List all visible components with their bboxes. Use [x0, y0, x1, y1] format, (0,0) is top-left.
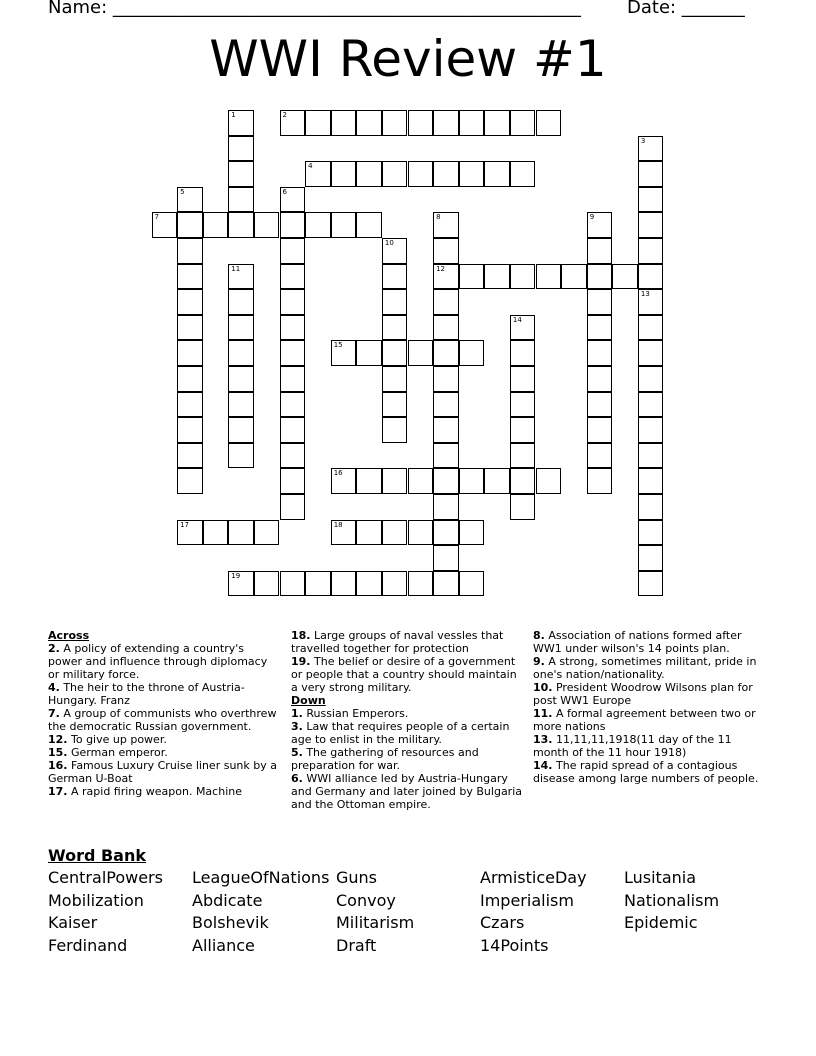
clue-item: [533, 629, 765, 655]
grid-cell[interactable]: [382, 110, 408, 136]
clue-number: 16: [333, 469, 343, 478]
word-bank-word: ArmisticeDay: [480, 868, 587, 887]
grid-cell[interactable]: [356, 520, 382, 546]
grid-cell[interactable]: [382, 161, 408, 187]
clue-text: The rapid spread of a contagious disease among large numbers of people.: [533, 759, 759, 785]
word-bank-word: CentralPowers: [48, 868, 163, 887]
clue-number: 19.: [291, 655, 311, 668]
grid-cell[interactable]: [331, 212, 357, 238]
grid-cell[interactable]: [280, 443, 306, 469]
grid-cell[interactable]: [587, 289, 613, 315]
grid-cell[interactable]: [382, 366, 408, 392]
word-bank-word: 14Points: [480, 936, 549, 955]
clue-number: 13.: [533, 733, 553, 746]
grid-cell[interactable]: [408, 520, 434, 546]
grid-cell[interactable]: [356, 161, 382, 187]
grid-cell[interactable]: [408, 571, 434, 597]
grid-cell[interactable]: [356, 571, 382, 597]
grid-cell[interactable]: [228, 110, 254, 136]
clue-number: 13: [640, 290, 650, 299]
word-bank-word: Kaiser: [48, 913, 98, 932]
clue-number: 17: [180, 520, 190, 529]
grid-cell[interactable]: [177, 187, 203, 213]
clue-text: Famous Luxury Cruise liner sunk by a German U-Boat: [48, 759, 277, 785]
grid-cell[interactable]: [228, 443, 254, 469]
grid-cell[interactable]: [459, 110, 485, 136]
word-bank-word: Epidemic: [624, 913, 698, 932]
grid-cell[interactable]: [408, 110, 434, 136]
word-bank-word: Lusitania: [624, 868, 697, 887]
word-bank-word: Militarism: [336, 913, 415, 932]
grid-cell[interactable]: [382, 340, 408, 366]
clue-number: 8: [436, 213, 441, 222]
clue-number: 3.: [291, 720, 303, 733]
grid-cell[interactable]: [459, 161, 485, 187]
grid-cell[interactable]: [382, 264, 408, 290]
grid-cell[interactable]: [433, 289, 459, 315]
grid-cell[interactable]: [228, 520, 254, 546]
grid-cell[interactable]: [177, 417, 203, 443]
clue-number: 12: [436, 264, 446, 273]
clue-item: [48, 733, 280, 746]
clue-text: 11,11,11,1918(11 day of the 11 month of the 11 hour 1918): [533, 733, 732, 759]
clue-number: 9: [589, 213, 595, 222]
clue-number: 14.: [533, 759, 553, 772]
grid-cell[interactable]: [177, 366, 203, 392]
grid-cell[interactable]: [228, 289, 254, 315]
word-bank-word: Imperialism: [480, 891, 574, 910]
clue-item: [48, 746, 280, 759]
grid-cell[interactable]: [484, 264, 510, 290]
grid-cell[interactable]: [433, 443, 459, 469]
grid-cell[interactable]: [254, 571, 280, 597]
grid-cell[interactable]: [587, 468, 613, 494]
grid-cell[interactable]: [587, 315, 613, 341]
grid-cell[interactable]: [228, 366, 254, 392]
clue-text: The heir to the throne of Austria-Hungary. Franz: [48, 681, 245, 707]
clue-text: Law that requires people of a certain age to enlist in the military.: [291, 720, 510, 746]
clue-item: [533, 733, 765, 759]
grid-cell[interactable]: [587, 417, 613, 443]
grid-cell[interactable]: [433, 212, 459, 238]
grid-cell[interactable]: [459, 468, 485, 494]
grid-cell[interactable]: [510, 264, 536, 290]
clue-number: 15: [333, 341, 343, 350]
grid-cell[interactable]: [638, 289, 664, 315]
clue-text: The belief or desire of a government or people that a country should maintain a very strong military.: [291, 655, 517, 694]
clue-heading: Across: [48, 629, 90, 642]
grid-cell[interactable]: [280, 392, 306, 418]
clue-number: 10: [384, 239, 394, 247]
grid-cell[interactable]: [356, 340, 382, 366]
clue-number: 3: [640, 136, 646, 145]
grid-cell[interactable]: [587, 212, 613, 238]
grid-cell[interactable]: [331, 110, 357, 136]
grid-cell[interactable]: [587, 238, 613, 264]
clue-item: [291, 746, 523, 772]
grid-cell[interactable]: [638, 443, 664, 469]
grid-cell[interactable]: [510, 468, 536, 494]
clue-number: 1.: [291, 707, 303, 720]
grid-cell[interactable]: [638, 264, 664, 290]
grid-cell[interactable]: [382, 392, 408, 418]
clues-column-3: [533, 629, 765, 785]
grid-cell[interactable]: [356, 212, 382, 238]
grid-cell[interactable]: [280, 366, 306, 392]
clue-text: A policy of extending a country's power and influence through diplomacy or military force.: [48, 642, 268, 681]
clue-item: [291, 707, 523, 720]
grid-cell[interactable]: [280, 417, 306, 443]
grid-cell[interactable]: [382, 417, 408, 443]
clue-text: A formal agreement between two or more nations: [533, 707, 756, 733]
word-bank-word: Convoy: [336, 891, 396, 910]
grid-cell[interactable]: [587, 340, 613, 366]
clue-item: [291, 772, 523, 811]
grid-cell[interactable]: [638, 571, 664, 597]
grid-cell[interactable]: [638, 366, 664, 392]
grid-cell[interactable]: [305, 161, 331, 187]
grid-cell[interactable]: [638, 520, 664, 546]
clue-number: 19: [231, 571, 241, 580]
grid-cell[interactable]: [280, 571, 306, 597]
clue-number: 5: [180, 187, 185, 196]
grid-cell[interactable]: [433, 366, 459, 392]
grid-cell[interactable]: [408, 161, 434, 187]
grid-cell[interactable]: [228, 161, 254, 187]
word-bank-word: Mobilization: [48, 891, 144, 910]
grid-cell[interactable]: [331, 161, 357, 187]
clue-number: 11: [231, 264, 241, 273]
grid-cell[interactable]: [331, 520, 357, 546]
grid-cell[interactable]: [305, 212, 331, 238]
clue-item: [48, 759, 280, 785]
clue-number: 16.: [48, 759, 68, 772]
grid-cell[interactable]: [459, 520, 485, 546]
clue-text: WWI alliance led by Austria-Hungary and Germany and later joined by Bulgaria and the Ottoman empire.: [291, 772, 522, 811]
grid-cell[interactable]: [459, 264, 485, 290]
clue-text: A group of communists who overthrew the democratic Russian government.: [48, 707, 277, 733]
word-bank-title: Word Bank: [48, 846, 147, 865]
grid-cell[interactable]: [459, 571, 485, 597]
grid-cell[interactable]: [280, 494, 306, 520]
word-bank-word: Ferdinand: [48, 936, 128, 955]
grid-cell[interactable]: [228, 212, 254, 238]
grid-cell[interactable]: [587, 443, 613, 469]
grid-cell[interactable]: [638, 340, 664, 366]
grid-cell[interactable]: [638, 187, 664, 213]
grid-cell[interactable]: [433, 238, 459, 264]
grid-cell[interactable]: [228, 187, 254, 213]
grid-cell[interactable]: [587, 366, 613, 392]
grid-cell[interactable]: [203, 212, 229, 238]
grid-cell[interactable]: [356, 468, 382, 494]
clue-item: [533, 655, 765, 681]
clue-item: [48, 642, 280, 681]
clue-number: 17.: [48, 785, 68, 798]
grid-cell[interactable]: [510, 110, 536, 136]
grid-cell[interactable]: [638, 392, 664, 418]
word-bank-word: Guns: [336, 868, 378, 887]
clue-number: 7.: [48, 707, 60, 720]
clue-item: [533, 759, 765, 785]
clue-number: 9.: [533, 655, 545, 668]
clues-column-2: [291, 629, 523, 811]
clue-number: 6: [282, 187, 287, 196]
grid-cell[interactable]: [254, 212, 280, 238]
grid-cell[interactable]: [510, 315, 536, 341]
grid-cell[interactable]: [408, 340, 434, 366]
grid-cell[interactable]: [536, 468, 562, 494]
grid-cell[interactable]: [280, 315, 306, 341]
clue-number: 4: [308, 162, 313, 171]
grid-cell[interactable]: [331, 340, 357, 366]
word-bank-word: Bolshevik: [192, 913, 269, 932]
word-bank-word: Alliance: [192, 936, 255, 955]
clue-number: 8.: [533, 629, 545, 642]
clue-text: Association of nations formed after WW1 under wilson's 14 points plan.: [533, 629, 742, 655]
grid-cell[interactable]: [433, 392, 459, 418]
grid-cell[interactable]: [228, 340, 254, 366]
clue-item: [48, 681, 280, 707]
word-bank-word: Czars: [480, 913, 525, 932]
clue-number: 15.: [48, 746, 68, 759]
grid-cell[interactable]: [228, 417, 254, 443]
page-title: WWI Review #1: [209, 30, 607, 88]
grid-cell[interactable]: [638, 161, 664, 187]
grid-cell[interactable]: [536, 110, 562, 136]
grid-cell[interactable]: [177, 315, 203, 341]
grid-cell[interactable]: [382, 520, 408, 546]
clue-number: 6.: [291, 772, 303, 785]
grid-cell[interactable]: [228, 136, 254, 162]
grid-cell[interactable]: [433, 417, 459, 443]
grid-cell[interactable]: [638, 468, 664, 494]
clue-number: 18.: [291, 629, 311, 642]
grid-cell[interactable]: [536, 264, 562, 290]
word-bank-word: Nationalism: [624, 891, 720, 910]
clue-item: [291, 720, 523, 746]
grid-cell[interactable]: [177, 443, 203, 469]
date-field: Date: _______: [627, 0, 745, 18]
grid-cell[interactable]: [510, 340, 536, 366]
clue-number: 11.: [533, 707, 553, 720]
grid-cell[interactable]: [305, 571, 331, 597]
grid-cell[interactable]: [305, 110, 331, 136]
grid-cell[interactable]: [484, 110, 510, 136]
grid-cell[interactable]: [228, 571, 254, 597]
clue-text: A rapid firing weapon. Machine: [67, 785, 242, 798]
clue-text: German emperor.: [67, 746, 168, 759]
clue-item: [533, 707, 765, 733]
grid-cell[interactable]: [177, 520, 203, 546]
grid-cell[interactable]: [638, 315, 664, 341]
grid-cell[interactable]: [280, 264, 306, 290]
grid-cell[interactable]: [433, 161, 459, 187]
grid-cell[interactable]: [587, 392, 613, 418]
clue-text: A strong, sometimes militant, pride in one's nation/nationality.: [533, 655, 757, 681]
grid-cell[interactable]: [280, 340, 306, 366]
clue-item: [291, 629, 523, 655]
word-bank-word: LeagueOfNations: [192, 868, 330, 887]
clue-number: 5.: [291, 746, 303, 759]
clue-number: 10.: [533, 681, 553, 694]
grid-cell[interactable]: [280, 110, 306, 136]
grid-cell[interactable]: [408, 468, 434, 494]
clue-heading: Down: [291, 694, 326, 707]
grid-cell[interactable]: [459, 340, 485, 366]
grid-cell[interactable]: [433, 545, 459, 571]
clue-item: [533, 681, 765, 707]
grid-cell[interactable]: [638, 238, 664, 264]
grid-cell[interactable]: [177, 340, 203, 366]
clue-text: To give up power.: [67, 733, 167, 746]
grid-cell[interactable]: [203, 520, 229, 546]
clue-number: 7: [154, 213, 159, 222]
grid-cell[interactable]: [612, 264, 638, 290]
grid-cell[interactable]: [177, 212, 203, 238]
grid-cell[interactable]: [638, 417, 664, 443]
grid-cell[interactable]: [382, 468, 408, 494]
grid-cell[interactable]: [280, 468, 306, 494]
grid-cell[interactable]: [382, 571, 408, 597]
clue-text: Russian Emperors.: [302, 707, 409, 720]
clue-number: 2.: [48, 642, 60, 655]
grid-cell[interactable]: [638, 136, 664, 162]
grid-cell[interactable]: [510, 392, 536, 418]
grid-cell[interactable]: [433, 110, 459, 136]
clue-item: [48, 785, 280, 798]
grid-cell[interactable]: [152, 212, 178, 238]
clue-item: [48, 707, 280, 733]
grid-cell[interactable]: [433, 494, 459, 520]
clues-column-1: [48, 629, 280, 798]
name-field: Name: ____________________________________________________: [48, 0, 581, 18]
grid-cell[interactable]: [177, 238, 203, 264]
grid-cell[interactable]: [510, 366, 536, 392]
grid-cell[interactable]: [510, 417, 536, 443]
clue-number: 12.: [48, 733, 68, 746]
grid-cell[interactable]: [382, 289, 408, 315]
grid-cell[interactable]: [433, 520, 459, 546]
grid-cell[interactable]: [484, 468, 510, 494]
grid-cell[interactable]: [638, 494, 664, 520]
grid-cell[interactable]: [280, 187, 306, 213]
grid-cell[interactable]: [356, 110, 382, 136]
clue-number: 18: [333, 520, 343, 529]
grid-cell[interactable]: [228, 315, 254, 341]
word-bank-word: Draft: [336, 936, 377, 955]
grid-cell[interactable]: [177, 468, 203, 494]
clue-item: [291, 655, 523, 694]
grid-cell[interactable]: [228, 264, 254, 290]
grid-cell[interactable]: [484, 161, 510, 187]
grid-cell[interactable]: [177, 264, 203, 290]
grid-cell[interactable]: [177, 392, 203, 418]
grid-cell[interactable]: [331, 571, 357, 597]
grid-cell[interactable]: [433, 468, 459, 494]
grid-cell[interactable]: [177, 289, 203, 315]
clue-text: The gathering of resources and preparation for war.: [291, 746, 479, 772]
clue-number: 2: [282, 111, 287, 119]
grid-cell[interactable]: [433, 571, 459, 597]
grid-cell[interactable]: [587, 264, 613, 290]
grid-cell[interactable]: [228, 392, 254, 418]
grid-cell[interactable]: [433, 340, 459, 366]
word-bank-word: Abdicate: [192, 891, 263, 910]
grid-cell[interactable]: [510, 443, 536, 469]
grid-cell[interactable]: [433, 264, 459, 290]
grid-cell[interactable]: [331, 468, 357, 494]
clue-number: 1: [231, 111, 236, 119]
grid-cell[interactable]: [561, 264, 587, 290]
grid-cell[interactable]: [510, 161, 536, 187]
grid-cell[interactable]: [382, 315, 408, 341]
grid-cell[interactable]: [280, 289, 306, 315]
grid-cell[interactable]: [382, 238, 408, 264]
clue-number: 4.: [48, 681, 60, 694]
grid-cell[interactable]: [638, 212, 664, 238]
grid-cell[interactable]: [254, 520, 280, 546]
clue-text: Large groups of naval vessles that travelled together for protection: [291, 629, 504, 655]
clue-text: President Woodrow Wilsons plan for post WW1 Europe: [533, 681, 753, 707]
grid-cell[interactable]: [510, 494, 536, 520]
grid-cell[interactable]: [638, 545, 664, 571]
grid-cell[interactable]: [280, 212, 306, 238]
clue-number: 14: [512, 315, 522, 324]
grid-cell[interactable]: [280, 238, 306, 264]
grid-cell[interactable]: [433, 315, 459, 341]
